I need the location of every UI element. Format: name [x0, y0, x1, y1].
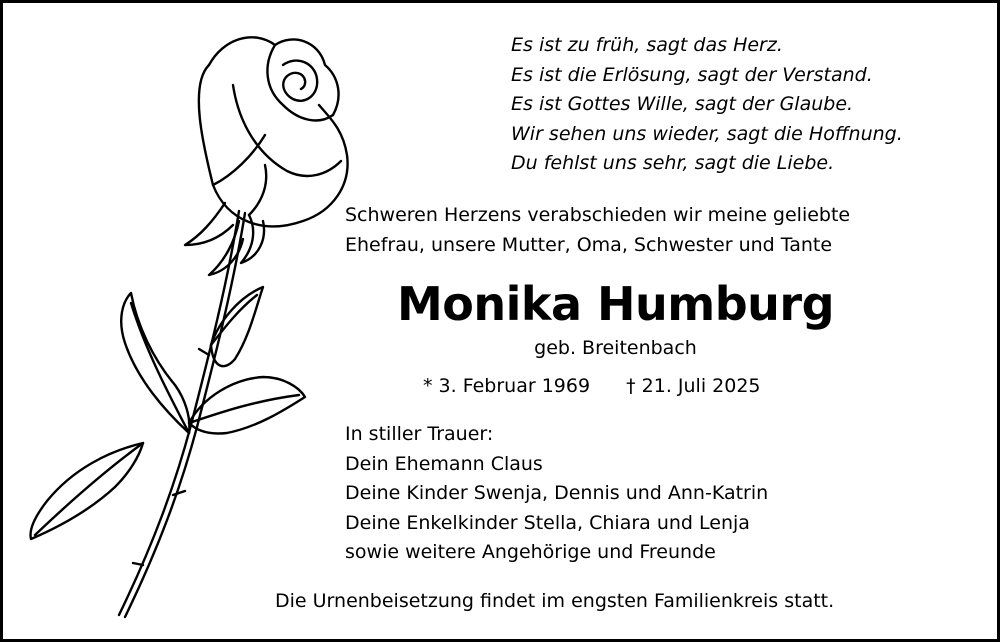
- poem-line: Es ist zu früh, sagt das Herz.: [511, 34, 783, 56]
- mourners-line: Dein Ehemann Claus: [345, 452, 543, 475]
- burial-notice: Die Urnenbeisetzung findet im engsten Familienkreis statt.: [275, 590, 835, 612]
- mourners-line: In stiller Trauer:: [345, 423, 494, 445]
- mourners-line: Deine Enkelkinder Stella, Chiara und Lenja: [345, 511, 750, 534]
- rose-icon: [13, 25, 363, 625]
- poem-line: Es ist die Erlösung, sagt der Verstand.: [511, 63, 873, 86]
- death-date: † 21. Juli 2025: [626, 375, 761, 397]
- poem-line: Es ist Gottes Wille, sagt der Glaube.: [511, 93, 854, 115]
- birth-date: * 3. Februar 1969: [423, 375, 591, 397]
- intro-line: Ehefrau, unsere Mutter, Oma, Schwester und Tante: [345, 233, 833, 256]
- mourners-list: [345, 420, 768, 568]
- poem: [511, 31, 903, 179]
- intro-text: [345, 201, 850, 260]
- mourners-line: sowie weitere Angehörige und Freunde: [345, 541, 716, 564]
- poem-line: Wir sehen uns wieder, sagt die Hoffnung.: [511, 122, 903, 145]
- life-dates: [423, 371, 761, 401]
- mourners-line: Deine Kinder Swenja, Dennis und Ann-Katrin: [345, 482, 769, 505]
- maiden-name: geb. Breitenbach: [534, 337, 697, 359]
- deceased-name: Monika Humburg: [396, 277, 834, 331]
- poem-line: Du fehlst uns sehr, sagt die Liebe.: [511, 152, 835, 174]
- intro-line: Schweren Herzens verabschieden wir meine geliebte: [345, 204, 851, 226]
